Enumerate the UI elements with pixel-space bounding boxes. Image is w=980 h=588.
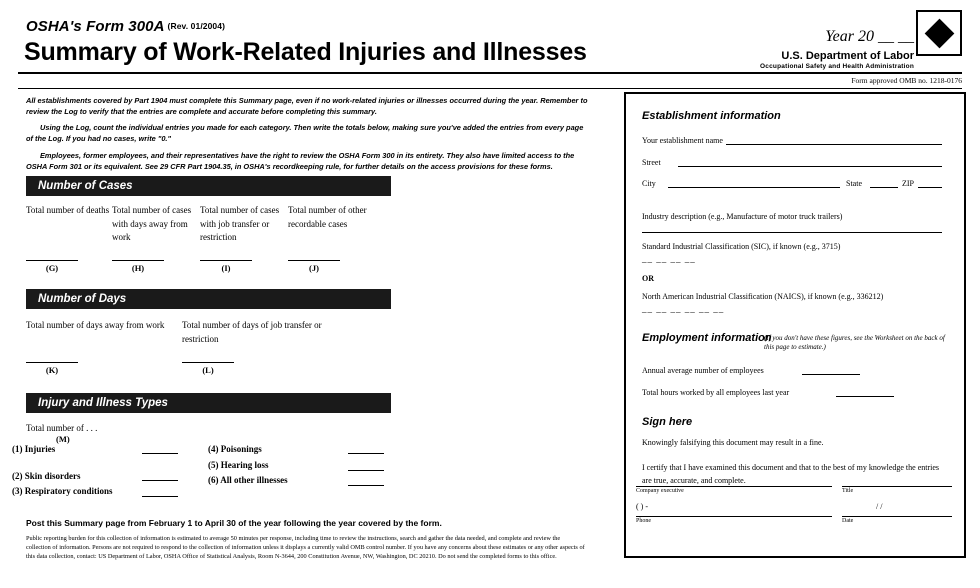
omb-number: Form approved OMB no. 1218-0176	[851, 76, 962, 85]
form-title-small-text: OSHA's Form 300A	[26, 18, 165, 35]
form-revision: (Rev. 01/2004)	[167, 21, 226, 31]
naics-label: North American Industrial Classification (NAICS), if known (e.g., 336212)	[642, 292, 884, 301]
post-instruction: Post this Summary page from February 1 to April 30 of the year following the year covered by the form.	[26, 518, 442, 528]
iit-item-injuries: (1) Injuries	[12, 444, 56, 454]
right-panel	[624, 92, 966, 558]
cases-code-g: (G)	[45, 263, 59, 273]
intro-text	[26, 96, 591, 178]
cases-col-label-days-away: Total number of cases with days away from work	[112, 205, 192, 242]
intro-paragraph-2: Using the Log, count the individual entries you made for each category. Then write the totals below, making sure you've added the entries from every page of the Log. If you had no cases, write "0."	[26, 123, 584, 144]
cases-input-days-away[interactable]	[112, 260, 164, 261]
page-title: Summary of Work-Related Injuries and Illnesses	[24, 38, 587, 66]
days-code-k: (K)	[45, 365, 59, 375]
date-label: Date	[842, 518, 854, 524]
dol-seal-icon	[916, 10, 962, 56]
intro-paragraph-1: All establishments covered by Part 1904 must complete this Summary page, even if no work-related injuries or illnesses occurred during the year. Remember to review the Log to verify that the entries are complete and accurate before completing this summary.	[26, 96, 588, 116]
zip-label: ZIP	[902, 179, 914, 188]
hours-worked-label: Total hours worked by all employees last year	[642, 388, 790, 397]
date-pattern[interactable]: / /	[876, 502, 883, 511]
iit-item-skin-disorders: (2) Skin disorders	[12, 471, 81, 481]
cases-col-label-deaths: Total number of deaths	[26, 205, 110, 215]
sic-label: Standard Industrial Classification (SIC), if known (e.g., 3715)	[642, 242, 841, 251]
state-label: State	[846, 179, 862, 188]
avg-employees-label: Annual average number of employees	[642, 366, 764, 375]
department-label: U.S. Department of Labor	[781, 50, 914, 62]
days-col-label-away: Total number of days away from work	[26, 320, 165, 330]
iit-item-other-illnesses: (6) All other illnesses	[208, 475, 288, 485]
iit-input-hearing-loss[interactable]	[348, 470, 384, 471]
sign-here-title: Sign here	[642, 416, 693, 428]
city-label: City	[642, 179, 656, 188]
iit-input-skin-disorders[interactable]	[142, 480, 178, 481]
industry-description-input[interactable]	[642, 232, 942, 233]
cases-code-h: (H)	[131, 263, 145, 273]
days-col-label-transfer: Total number of days of job transfer or restriction	[182, 320, 322, 344]
certification-statement: I certify that I have examined this document and that to the best of my knowledge the entries are true, accurate, and complete.	[642, 463, 940, 485]
phone-label: Phone	[636, 518, 651, 524]
naics-input[interactable]: __ __ __ __ __ __	[642, 304, 725, 314]
cases-input-other[interactable]	[288, 260, 340, 261]
iit-input-other-illnesses[interactable]	[348, 485, 384, 486]
days-input-transfer[interactable]	[182, 362, 234, 363]
street-label: Street	[642, 158, 661, 167]
falsifying-warning: Knowingly falsifying this document may result in a fine.	[642, 438, 824, 447]
establishment-info-title: Establishment information	[642, 110, 781, 122]
agency-label: Occupational Safety and Health Administration	[760, 63, 914, 70]
iit-item-poisonings: (4) Poisonings	[208, 444, 262, 454]
cases-col-label-other: Total number of other recordable cases	[288, 205, 367, 229]
iit-input-poisonings[interactable]	[348, 453, 384, 454]
date-input[interactable]	[842, 516, 952, 517]
iit-input-respiratory[interactable]	[142, 496, 178, 497]
iit-code-m: (M)	[56, 434, 70, 444]
header-divider-thin	[18, 88, 962, 89]
company-executive-input[interactable]	[636, 486, 832, 487]
industry-description-label: Industry description (e.g., Manufacture of motor truck trailers)	[642, 212, 843, 221]
or-label: OR	[642, 274, 654, 283]
employment-info-note: (If you don't have these figures, see the Worksheet on the back of this page to estimate.)	[764, 334, 945, 352]
establishment-name-input[interactable]	[726, 144, 942, 145]
cases-code-j: (J)	[309, 263, 319, 273]
days-code-l: (L)	[202, 365, 214, 375]
iit-input-injuries[interactable]	[142, 453, 178, 454]
phone-input[interactable]	[636, 516, 832, 517]
header-divider-thick	[18, 72, 962, 74]
company-executive-label: Company executive	[636, 488, 684, 494]
employment-info-title-text: Employment information	[642, 332, 772, 344]
zip-input[interactable]	[918, 187, 942, 188]
state-input[interactable]	[870, 187, 898, 188]
form-title-small	[26, 18, 225, 35]
street-input[interactable]	[678, 166, 942, 167]
year-field[interactable]: Year 20 __ __	[825, 28, 914, 45]
cases-col-label-job-transfer: Total number of cases with job transfer or restriction	[200, 205, 280, 242]
phone-pattern[interactable]: ( ) -	[636, 502, 648, 511]
intro-paragraph-3: Employees, former employees, and their representatives have the right to review the OSHA Form 300 in its entirety. They also have limited access to the OSHA Form 301 or its equivalent. See 29 CFR Part 1904.35, in OSHA's recordkeeping rule, for further details on the access provisions for these forms.	[26, 150, 575, 171]
section-header-number-of-cases: Number of Cases	[26, 176, 391, 196]
iit-total-label: Total number of . . .	[26, 423, 98, 433]
title-input[interactable]	[842, 486, 952, 487]
avg-employees-input[interactable]	[802, 374, 860, 375]
title-label: Title	[842, 488, 854, 494]
cases-code-i: (I)	[221, 263, 231, 273]
cases-input-job-transfer[interactable]	[200, 260, 252, 261]
public-reporting-burden: Public reporting burden for this collection of information is estimated to average 50 minutes per response, including time to review the instructions, search and gather the data needed, and complete and review the collection of information. Persons are not required to respond to the collection of information unless it displays a currently valid OMB control number. If you have any concerns about these estimates or any other aspects of this data collection, contact: US Department of Labor, OSHA Office of Statistical Analysis, Room N-3644, 200 Constitution Avenue, NW, Washington, DC 20210. Do not send the completed forms to this office.	[26, 535, 585, 561]
section-header-injury-illness-types: Injury and Illness Types	[26, 393, 391, 413]
employment-info-title	[642, 332, 772, 344]
sic-input[interactable]: __ __ __ __	[642, 254, 696, 264]
signature-block	[636, 486, 952, 544]
days-input-away[interactable]	[26, 362, 78, 363]
iit-item-respiratory: (3) Respiratory conditions	[12, 486, 113, 496]
cases-input-deaths[interactable]	[26, 260, 78, 261]
section-header-number-of-days: Number of Days	[26, 289, 391, 309]
hours-worked-input[interactable]	[836, 396, 894, 397]
establishment-name-label: Your establishment name	[642, 136, 723, 145]
iit-item-hearing-loss: (5) Hearing loss	[208, 460, 269, 470]
city-input[interactable]	[668, 187, 840, 188]
